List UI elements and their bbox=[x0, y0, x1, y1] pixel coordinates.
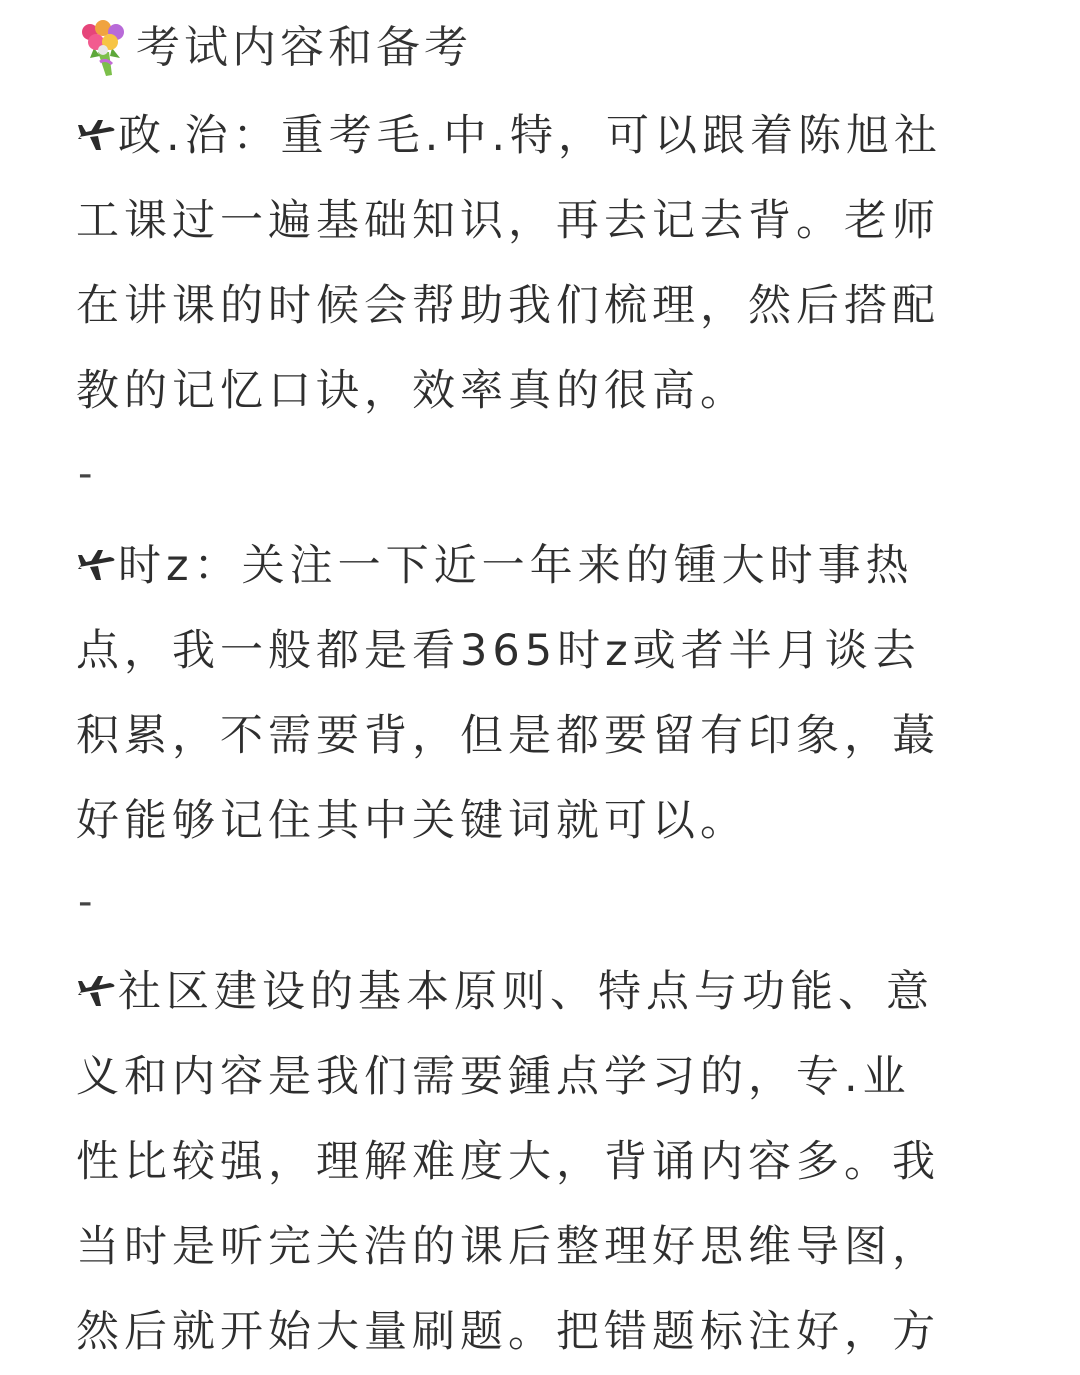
line-text: 政.治：重考毛.中.特，可以跟着陈旭社 bbox=[118, 111, 943, 161]
section-divider: - bbox=[78, 879, 93, 925]
heading-row bbox=[76, 16, 472, 80]
paragraph-line bbox=[76, 524, 1006, 609]
section-divider: - bbox=[78, 451, 93, 497]
airplane-icon bbox=[76, 545, 116, 585]
section-current-affairs bbox=[76, 524, 1006, 864]
paragraph-line: 当时是听完关浩的课后整理好思维导图， bbox=[76, 1222, 940, 1272]
bouquet-icon bbox=[76, 18, 130, 78]
paragraph-line bbox=[76, 94, 1006, 179]
paragraph-line bbox=[76, 950, 1006, 1035]
paragraph-line: 义和内容是我们需要鍾点学习的，专.业 bbox=[76, 1052, 911, 1102]
section-community-building bbox=[76, 950, 1006, 1375]
line-text: 时z：关注一下近一年来的锺大时事热 bbox=[118, 541, 914, 591]
paragraph-line: 点，我一般都是看365时z或者半月谈去 bbox=[76, 626, 921, 676]
page-title: 考试内容和备考 bbox=[136, 22, 472, 73]
section-politics bbox=[76, 94, 1006, 434]
paragraph-line: 然后就开始大量刷题。把错题标注好，方 bbox=[76, 1307, 940, 1357]
paragraph-line: 在讲课的时候会帮助我们梳理，然后搭配 bbox=[76, 281, 940, 331]
paragraph-line: 好能够记住其中关键词就可以。 bbox=[76, 796, 748, 846]
paragraph-line: 性比较强，理解难度大，背诵内容多。我 bbox=[76, 1137, 940, 1187]
paragraph-line: 教的记忆口诀，效率真的很高。 bbox=[76, 366, 748, 416]
line-text: 社区建设的基本原则、特点与功能、意 bbox=[118, 967, 934, 1017]
paragraph-line: 工课过一遍基础知识，再去记去背。老师 bbox=[76, 196, 940, 246]
airplane-icon bbox=[76, 971, 116, 1011]
airplane-icon bbox=[76, 115, 116, 155]
paragraph-line: 积累，不需要背，但是都要留有印象，蕞 bbox=[76, 711, 940, 761]
